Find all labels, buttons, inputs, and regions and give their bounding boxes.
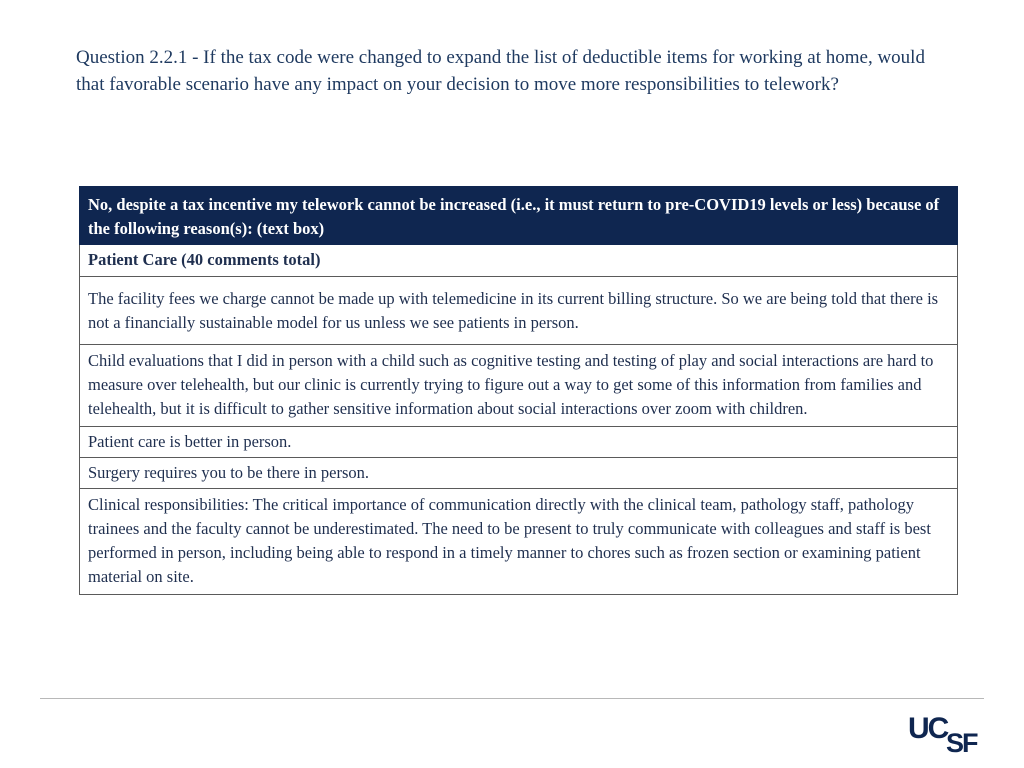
category-row xyxy=(80,245,958,277)
footer-divider xyxy=(40,698,984,699)
table-row xyxy=(80,458,958,489)
svg-text:UC: UC xyxy=(908,712,948,745)
comment-cell: The facility fees we charge cannot be made up with telemedicine in its current billing structure. So we are being told that there is not a financially sustainable model for us unless we see patients in person. xyxy=(80,277,958,345)
svg-text:SF: SF xyxy=(946,728,977,756)
category-cell: Patient Care (40 comments total) xyxy=(80,245,958,277)
response-table xyxy=(79,186,958,595)
table-row xyxy=(80,345,958,427)
table-row xyxy=(80,427,958,458)
table-header-cell: No, despite a tax incentive my telework cannot be increased (i.e., it must return to pre-COVID19 levels or less) because of the following reason(s): (text box) xyxy=(80,187,958,245)
comment-cell: Patient care is better in person. xyxy=(80,427,958,458)
table-header-row xyxy=(80,187,958,245)
question-text: Question 2.2.1 - If the tax code were changed to expand the list of deductible items for working at home, would that favorable scenario have any impact on your decision to move more responsibilities to telework? xyxy=(76,47,925,95)
comment-cell: Clinical responsibilities: The critical importance of communication directly with the clinical team, pathology staff, pathology trainees and the faculty cannot be underestimated. The need to be present to truly communicate with colleagues and staff is best performed in person, including being able to respond in a timely manner to chores such as frozen section or examining patient material on site. xyxy=(80,489,958,595)
ucsf-logo xyxy=(908,712,988,756)
comment-cell: Child evaluations that I did in person with a child such as cognitive testing and testing of play and social interactions are hard to measure over telehealth, but our clinic is currently trying to figure out a way to get some of this information from families and telehealth, but it is difficult to gather sensitive information about social interactions over zoom with children. xyxy=(80,345,958,427)
table-row xyxy=(80,489,958,595)
table-row xyxy=(80,277,958,345)
comment-cell: Surgery requires you to be there in person. xyxy=(80,458,958,489)
